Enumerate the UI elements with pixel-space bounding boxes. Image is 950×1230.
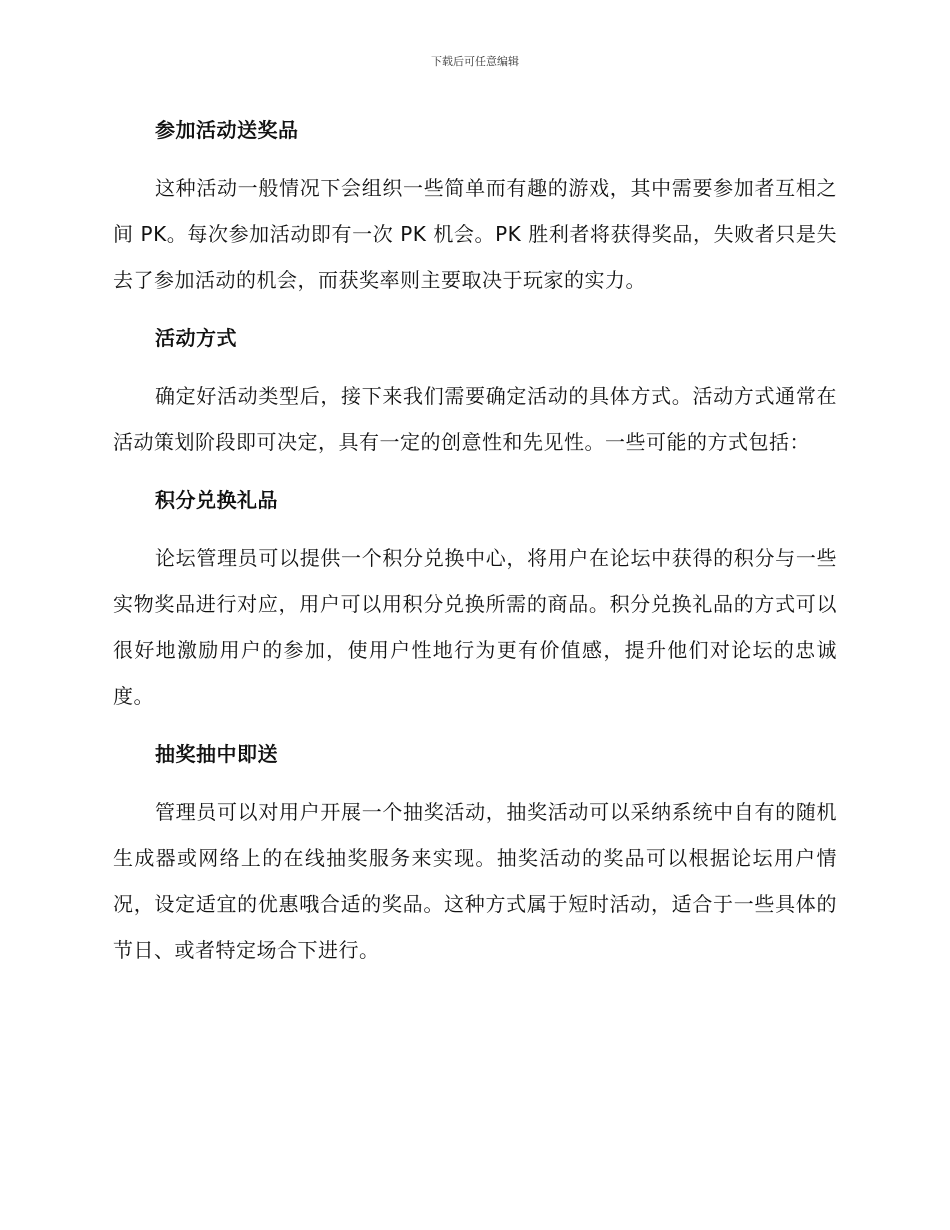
section-activity-method (113, 315, 837, 465)
section-lottery (113, 731, 837, 973)
section-prize-activity (113, 107, 837, 303)
section-heading: 积分兑换礼品 (155, 488, 278, 512)
document-body (113, 107, 837, 973)
section-paragraph: 论坛管理员可以提供一个积分兑换中心，将用户在论坛中获得的积分与一些实物奖品进行对应，用户可以用积分兑换所需的商品。积分兑换礼品的方式可以很好地激励用户的参加，使用户性地行为更有价值感，提升他们对论坛的忠诚度。 (113, 546, 837, 708)
page-header-note: 下载后可任意编辑 (431, 55, 519, 68)
section-paragraph: 确定好活动类型后，接下来我们需要确定活动的具体方式。活动方式通常在活动策划阶段即可决定，具有一定的创意性和先见性。一些可能的方式包括： (113, 384, 837, 454)
section-heading: 活动方式 (155, 326, 237, 350)
section-heading: 抽奖抽中即送 (155, 742, 278, 766)
section-paragraph: 管理员可以对用户开展一个抽奖活动，抽奖活动可以采纳系统中自有的随机生成器或网络上的在线抽奖服务来实现。抽奖活动的奖品可以根据论坛用户情况，设定适宜的优惠哦合适的奖品。这种方式属于短时活动，适合于一些具体的节日、或者特定场合下进行。 (113, 800, 837, 962)
section-points-exchange (113, 477, 837, 719)
section-paragraph: 这种活动一般情况下会组织一些简单而有趣的游戏，其中需要参加者互相之间 PK。每次参加活动即有一次 PK 机会。PK 胜利者将获得奖品，失败者只是失去了参加活动的机会，而获奖率则主要取决于玩家的实力。 (113, 176, 837, 292)
section-heading: 参加活动送奖品 (155, 118, 299, 142)
